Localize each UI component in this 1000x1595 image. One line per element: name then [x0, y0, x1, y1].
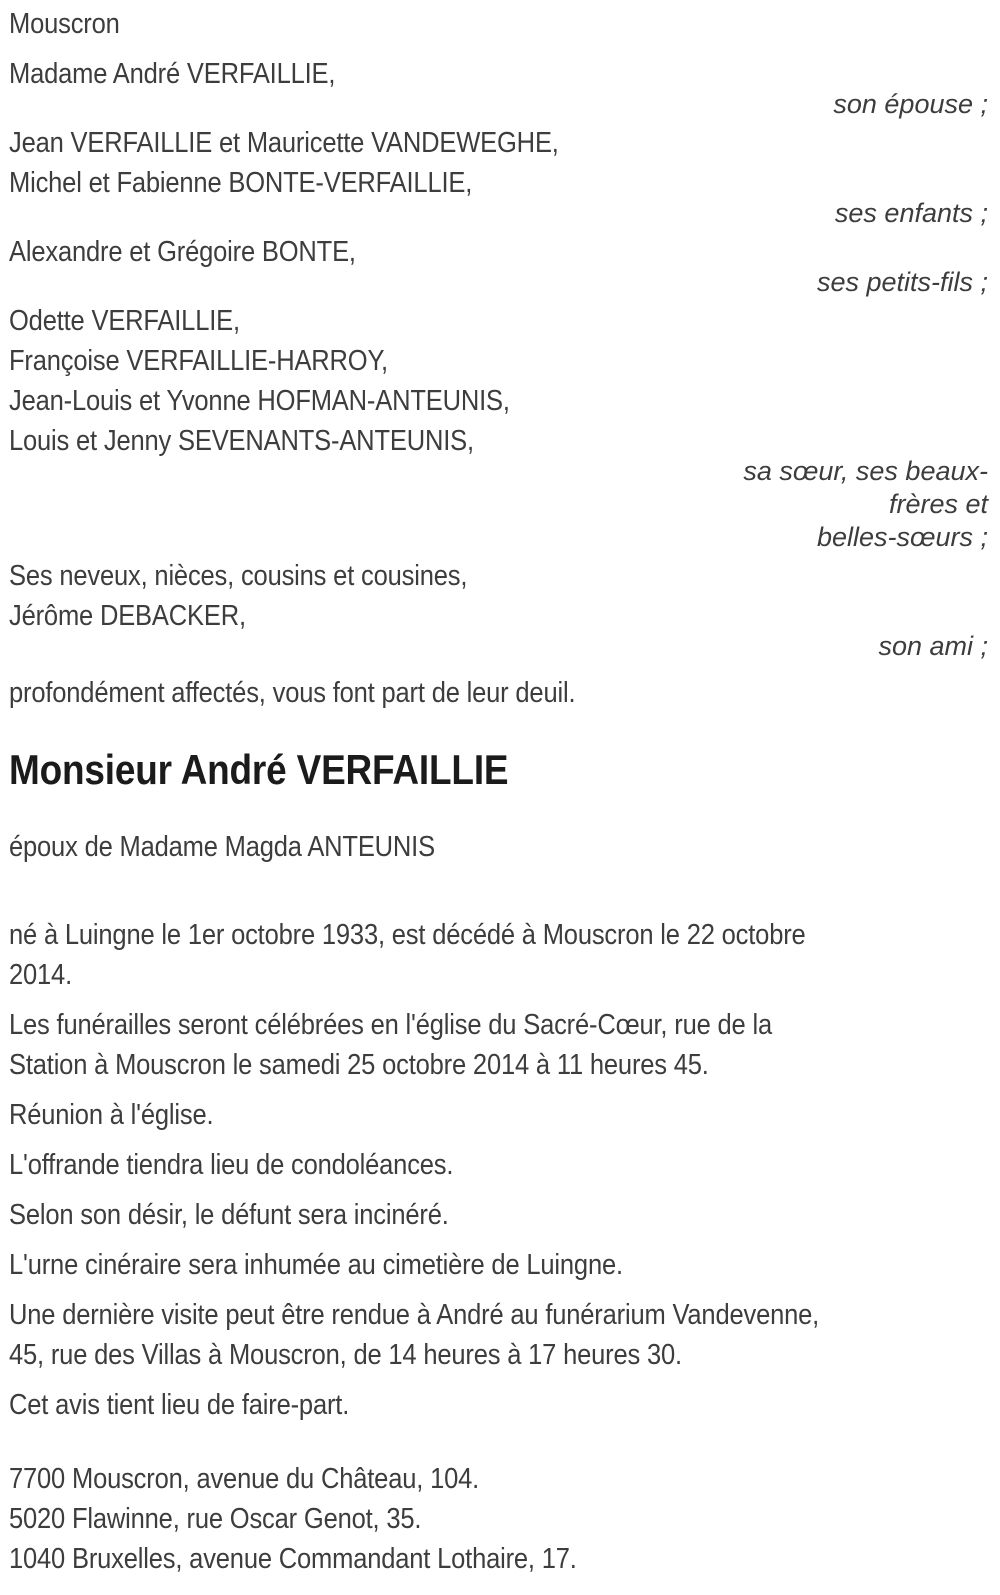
notice-paragraph: [9, 1245, 988, 1285]
notice-paragraph: [9, 1295, 988, 1375]
name-line: Michel et Fabienne BONTE-VERFAILLIE,: [9, 167, 473, 199]
notice-paragraph: [9, 1195, 988, 1235]
paragraph-line: 2014.: [9, 959, 72, 991]
spouse-line: époux de Madame Magda ANTEUNIS: [9, 831, 435, 863]
paragraph-line: Cet avis tient lieu de faire-part.: [9, 1389, 350, 1421]
paragraph-line: L'offrande tiendra lieu de condoléances.: [9, 1149, 454, 1181]
name-line: Alexandre et Grégoire BONTE,: [9, 236, 356, 268]
relation-line: son ami ;: [878, 631, 988, 661]
deceased-name-heading: Monsieur André VERFAILLIE: [9, 746, 509, 793]
notice-paragraph: [9, 1095, 988, 1135]
name-line: Jérôme DEBACKER,: [9, 600, 246, 632]
family-group: [9, 301, 988, 554]
name-line: Louis et Jenny SEVENANTS-ANTEUNIS,: [9, 425, 474, 457]
relation-line: ses enfants ;: [834, 198, 988, 228]
paragraph-line: Une dernière visite peut être rendue à André au funérarium Vandevenne,: [9, 1299, 820, 1331]
paragraph-line: 45, rue des Villas à Mouscron, de 14 heures à 17 heures 30.: [9, 1339, 682, 1371]
paragraph-line: Réunion à l'église.: [9, 1099, 214, 1131]
notice-paragraph: [9, 1005, 988, 1085]
name-line: Jean-Louis et Yvonne HOFMAN-ANTEUNIS,: [9, 385, 510, 417]
paragraph-line: Selon son désir, le défunt sera incinéré.: [9, 1199, 449, 1231]
paragraph-line: L'urne cinéraire sera inhumée au cimetière de Luingne.: [9, 1249, 623, 1281]
address-line: 1040 Bruxelles, avenue Commandant Lothaire, 17.: [9, 1543, 577, 1575]
closing-line: profondément affectés, vous font part de leur deuil.: [9, 677, 576, 709]
relation-line: sa sœur, ses beaux-: [743, 456, 988, 486]
notice-paragraph: [9, 915, 988, 995]
family-group: [9, 232, 988, 299]
relation-line: son épouse ;: [833, 89, 988, 119]
city-line: Mouscron: [9, 8, 120, 40]
paragraph-line: Les funérailles seront célébrées en l'église du Sacré-Cœur, rue de la: [9, 1009, 773, 1041]
address-line: 7700 Mouscron, avenue du Château, 104.: [9, 1463, 480, 1495]
family-group: [9, 556, 988, 663]
address-line: 5020 Flawinne, rue Oscar Genot, 35.: [9, 1503, 422, 1535]
family-group: [9, 54, 988, 121]
name-line: Odette VERFAILLIE,: [9, 305, 240, 337]
address-block: [9, 1459, 988, 1579]
notice-paragraph: [9, 1145, 988, 1185]
name-line: Françoise VERFAILLIE-HARROY,: [9, 345, 388, 377]
relation-line: ses petits-fils ;: [816, 267, 988, 297]
name-line: Ses neveux, nièces, cousins et cousines,: [9, 560, 468, 592]
name-line: Madame André VERFAILLIE,: [9, 58, 336, 90]
paragraph-line: né à Luingne le 1er octobre 1933, est décédé à Mouscron le 22 octobre: [9, 919, 806, 951]
paragraph-line: Station à Mouscron le samedi 25 octobre 2014 à 11 heures 45.: [9, 1049, 709, 1081]
relation-attribution: [9, 455, 988, 554]
relation-line: frères et: [888, 489, 988, 519]
family-group: [9, 123, 988, 230]
notice-paragraph: [9, 1385, 988, 1425]
name-line: Jean VERFAILLIE et Mauricette VANDEWEGHE,: [9, 127, 559, 159]
relation-line: belles-sœurs ;: [816, 522, 988, 552]
